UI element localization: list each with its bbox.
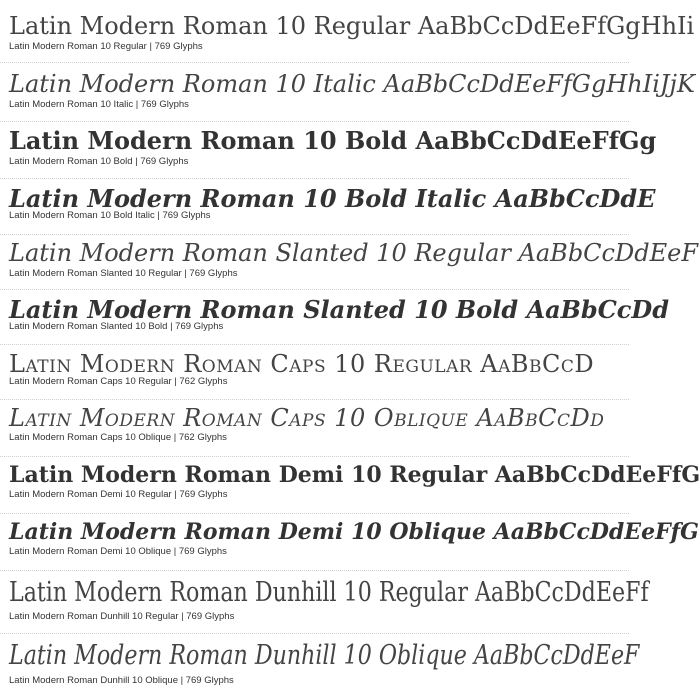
font-sample-text: Latin Modern Roman Dunhill 10 Regular AaBbCcDdEeFf <box>9 577 649 608</box>
font-entry[interactable] <box>0 0 695 63</box>
font-meta-text: Latin Modern Roman 10 Bold Italic | 769 Glyphs <box>9 210 211 221</box>
font-entry[interactable] <box>0 345 629 400</box>
font-sample-text: Latin Modern Roman 10 Bold AaBbCcDdEeFfGg <box>9 126 657 155</box>
font-meta-text: Latin Modern Roman 10 Bold | 769 Glyphs <box>9 156 189 167</box>
font-entry[interactable] <box>0 179 656 235</box>
font-sample-text: Latin Modern Roman Dunhill 10 Oblique AaBbCcDdEeF <box>9 640 640 671</box>
font-meta-text: Latin Modern Roman 10 Regular | 769 Glyphs <box>9 41 203 52</box>
font-entry[interactable] <box>0 63 695 122</box>
font-sample-text: Latin Modern Roman 10 Italic AaBbCcDdEeFfGgHhIiJjK <box>9 70 695 98</box>
font-entry[interactable] <box>0 235 698 290</box>
font-sample-text: Latin Modern Roman Demi 10 Oblique AaBbCcDdEeFfG <box>9 519 699 545</box>
font-entry[interactable] <box>0 457 700 514</box>
font-meta-text: Latin Modern Roman Dunhill 10 Regular | 769 Glyphs <box>9 611 235 622</box>
font-sample-text: Latin Modern Roman Demi 10 Regular AaBbCcDdEeFfG <box>9 462 700 488</box>
font-meta-text: Latin Modern Roman Caps 10 Regular | 762 Glyphs <box>9 376 228 387</box>
font-entry[interactable] <box>0 571 649 634</box>
font-sample-text: Latin Modern Roman Caps 10 Regular AaBbCcD <box>9 350 595 378</box>
font-meta-text: Latin Modern Roman Demi 10 Regular | 769 Glyphs <box>9 489 228 500</box>
font-entry[interactable] <box>0 122 657 179</box>
font-meta-text: Latin Modern Roman Dunhill 10 Oblique | 769 Glyphs <box>9 675 234 686</box>
font-sample-text: Latin Modern Roman Caps 10 Oblique AaBbCcDd <box>9 404 605 432</box>
font-meta-text: Latin Modern Roman Caps 10 Oblique | 762 Glyphs <box>9 432 227 443</box>
font-sample-text: Latin Modern Roman Slanted 10 Regular AaBbCcDdEeF <box>9 239 698 267</box>
font-sample-text: Latin Modern Roman 10 Bold Italic AaBbCcDdE <box>9 184 656 213</box>
font-meta-text: Latin Modern Roman Slanted 10 Bold | 769 Glyphs <box>9 321 224 332</box>
font-meta-text: Latin Modern Roman 10 Italic | 769 Glyphs <box>9 99 189 110</box>
font-sample-text: Latin Modern Roman Slanted 10 Bold AaBbCcDd <box>9 295 669 324</box>
font-entry[interactable] <box>0 634 640 694</box>
font-entry[interactable] <box>0 400 629 457</box>
font-meta-text: Latin Modern Roman Slanted 10 Regular | 769 Glyphs <box>9 268 238 279</box>
font-entry[interactable] <box>0 514 699 571</box>
font-sample-text: Latin Modern Roman 10 Regular AaBbCcDdEeFfGgHhIi <box>9 12 695 40</box>
font-meta-text: Latin Modern Roman Demi 10 Oblique | 769 Glyphs <box>9 546 227 557</box>
font-entry[interactable] <box>0 290 669 345</box>
